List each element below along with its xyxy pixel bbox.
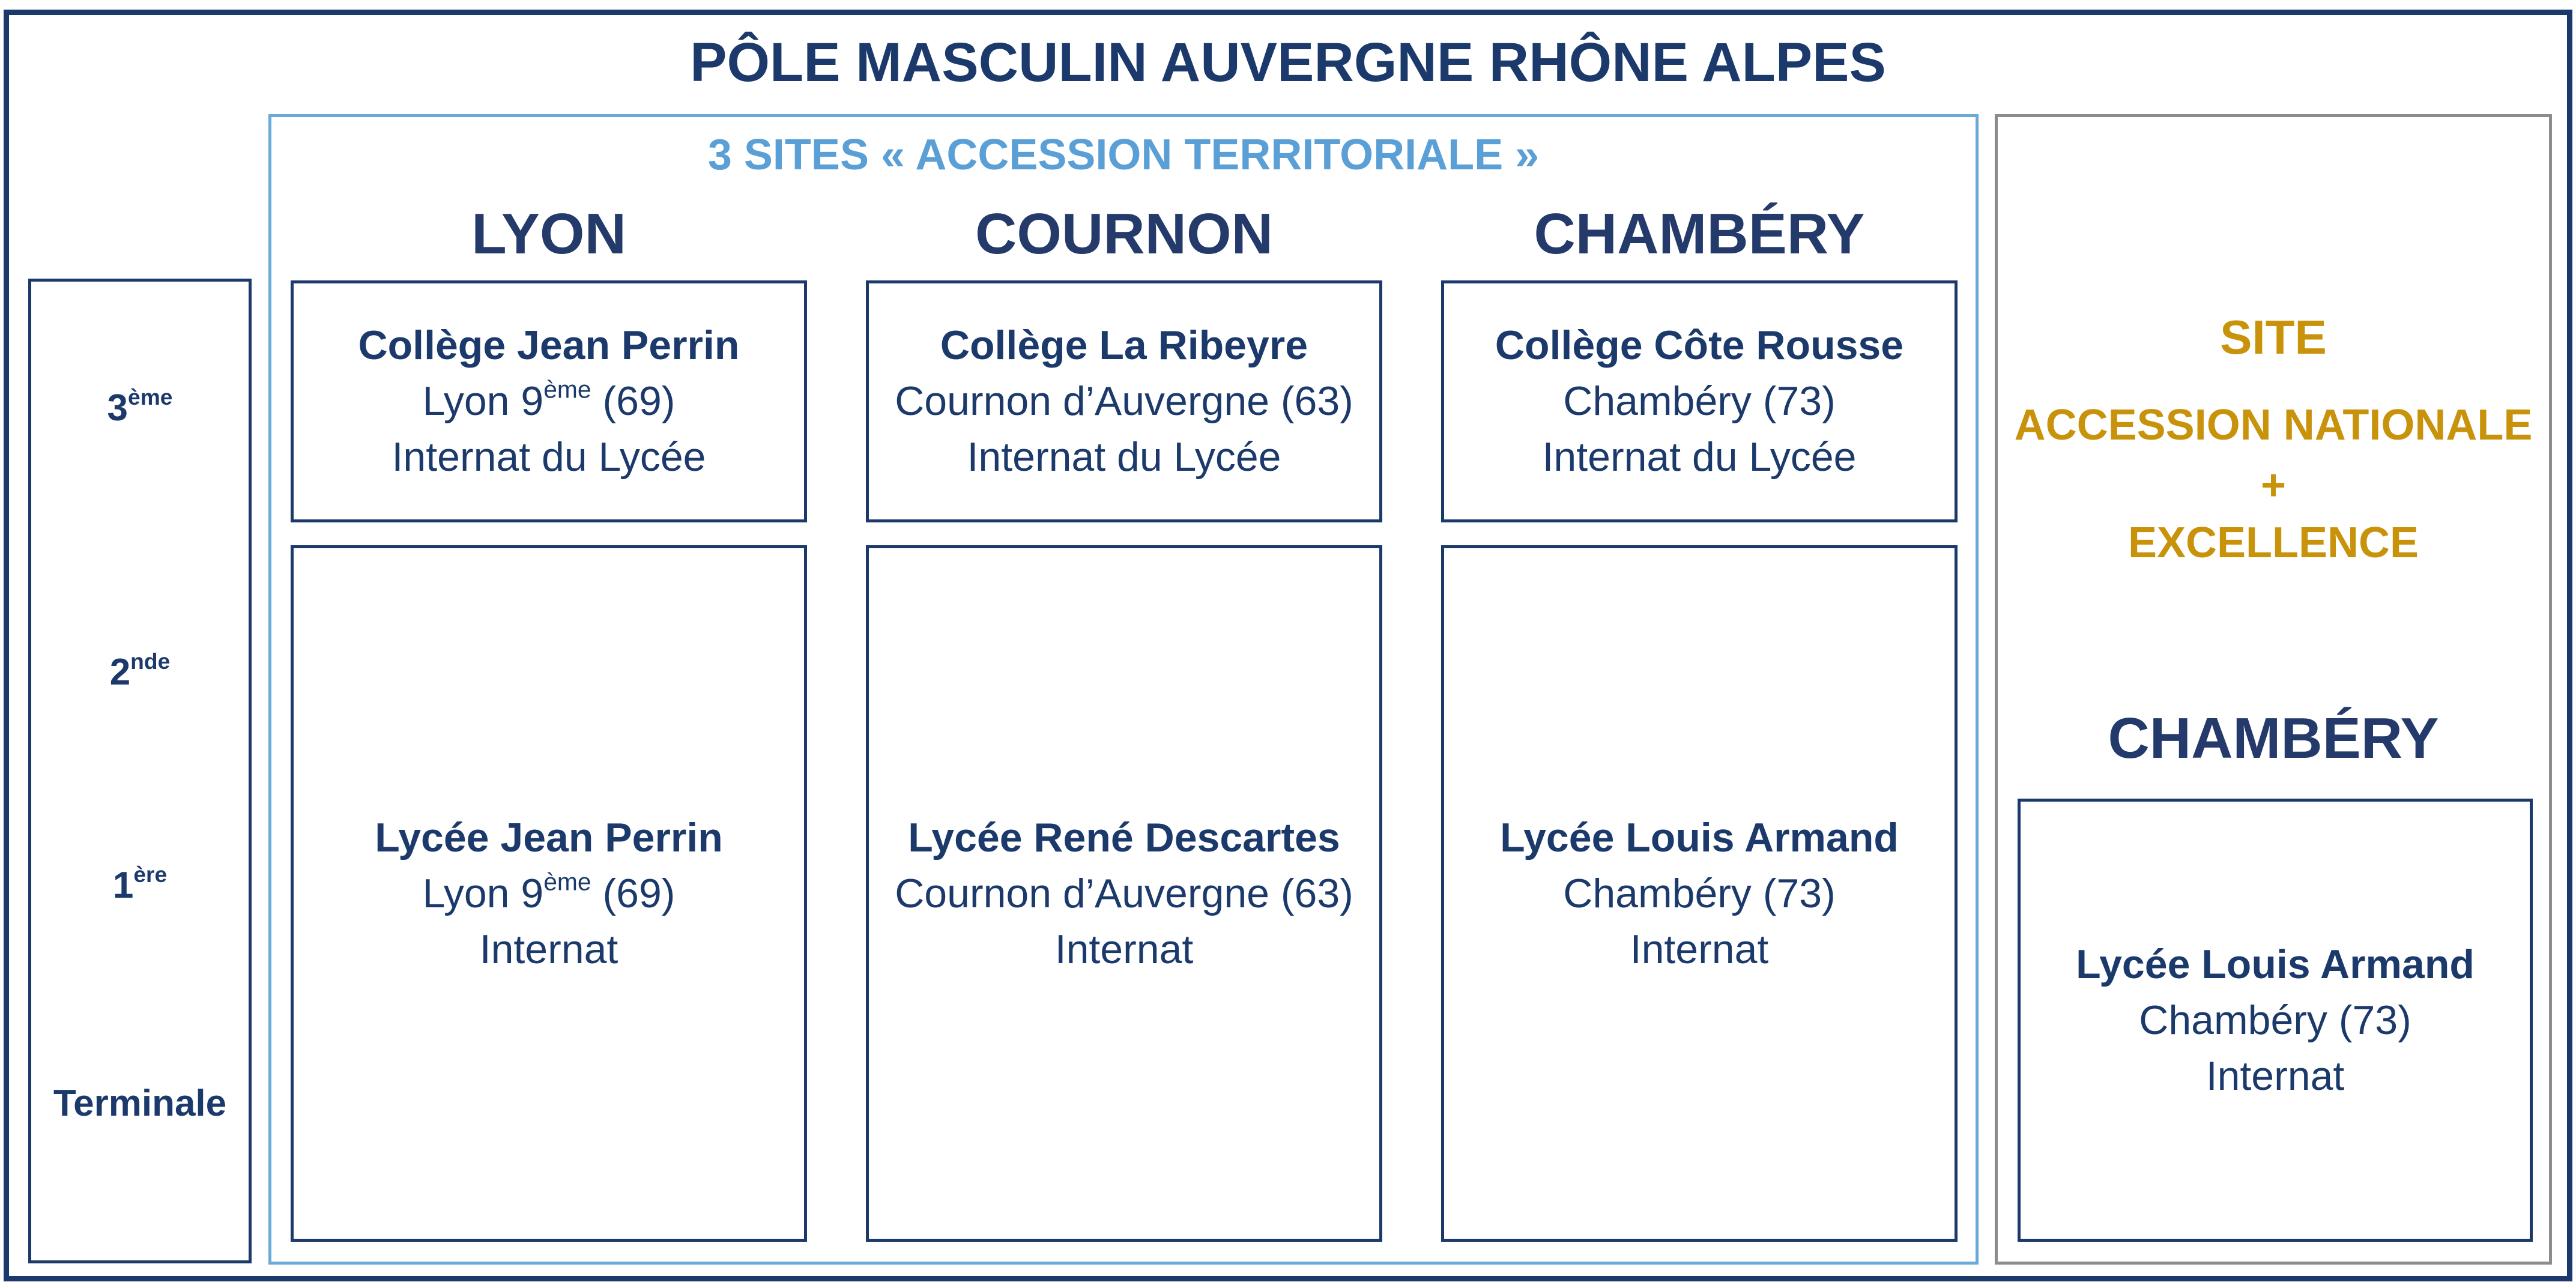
lycee-housing: Internat (1630, 926, 1769, 972)
lycee-name: Lycée Jean Perrin (375, 814, 723, 860)
college-housing: Internat du Lycée (1542, 434, 1857, 480)
level-2nde: 2nde (109, 648, 171, 693)
college-city: Lyon 9ème (69) (422, 375, 676, 424)
lycee-city: Lyon 9ème (69) (422, 867, 676, 916)
lycee-city: Chambéry (73) (1563, 870, 1836, 916)
college-city: Chambéry (73) (1563, 378, 1836, 424)
level-3eme: 3ème (107, 384, 173, 429)
college-housing: Internat du Lycée (392, 434, 706, 480)
lycee-name: Lycée Louis Armand (2076, 941, 2475, 987)
territorial-heading: 3 SITES « ACCESSION TERRITORIALE » (707, 131, 1540, 179)
national-excellence-label: EXCELLENCE (2127, 519, 2419, 567)
lycee-housing: Internat (1054, 926, 1194, 972)
page-title: PÔLE MASCULIN AUVERGNE RHÔNE ALPES (690, 32, 1886, 93)
lycee-name: Lycée Louis Armand (1500, 814, 1899, 860)
lycee-box-chambery (1441, 545, 1958, 1242)
college-name: Collège Jean Perrin (358, 322, 740, 368)
national-site-name: CHAMBÉRY (2108, 706, 2439, 770)
lycee-housing: Internat (479, 926, 618, 972)
lycee-box-national (2018, 799, 2533, 1242)
college-housing: Internat du Lycée (967, 434, 1281, 480)
lycee-box-cournon (866, 545, 1382, 1242)
college-box-lyon (291, 280, 807, 522)
national-plus-label: + (2260, 461, 2287, 509)
national-site-label: SITE (2220, 310, 2327, 364)
site-name-cournon: COURNON (975, 202, 1273, 266)
college-box-cournon (866, 280, 1382, 522)
level-1ere: 1ère (112, 861, 168, 906)
lycee-box-lyon (291, 545, 807, 1242)
college-name: Collège Côte Rousse (1495, 322, 1904, 368)
college-box-chambery (1441, 280, 1958, 522)
level-terminale: Terminale (53, 1083, 227, 1124)
lycee-city: Chambéry (73) (2139, 997, 2411, 1043)
college-name: Collège La Ribeyre (940, 322, 1308, 368)
site-name-lyon: LYON (471, 202, 626, 266)
college-city: Cournon d’Auvergne (63) (895, 378, 1353, 424)
national-accession-label: ACCESSION NATIONALE (2014, 401, 2533, 449)
lycee-housing: Internat (2206, 1053, 2345, 1099)
lycee-name: Lycée René Descartes (908, 814, 1340, 860)
lycee-city: Cournon d’Auvergne (63) (895, 870, 1353, 916)
site-name-chambery: CHAMBÉRY (1534, 202, 1865, 266)
